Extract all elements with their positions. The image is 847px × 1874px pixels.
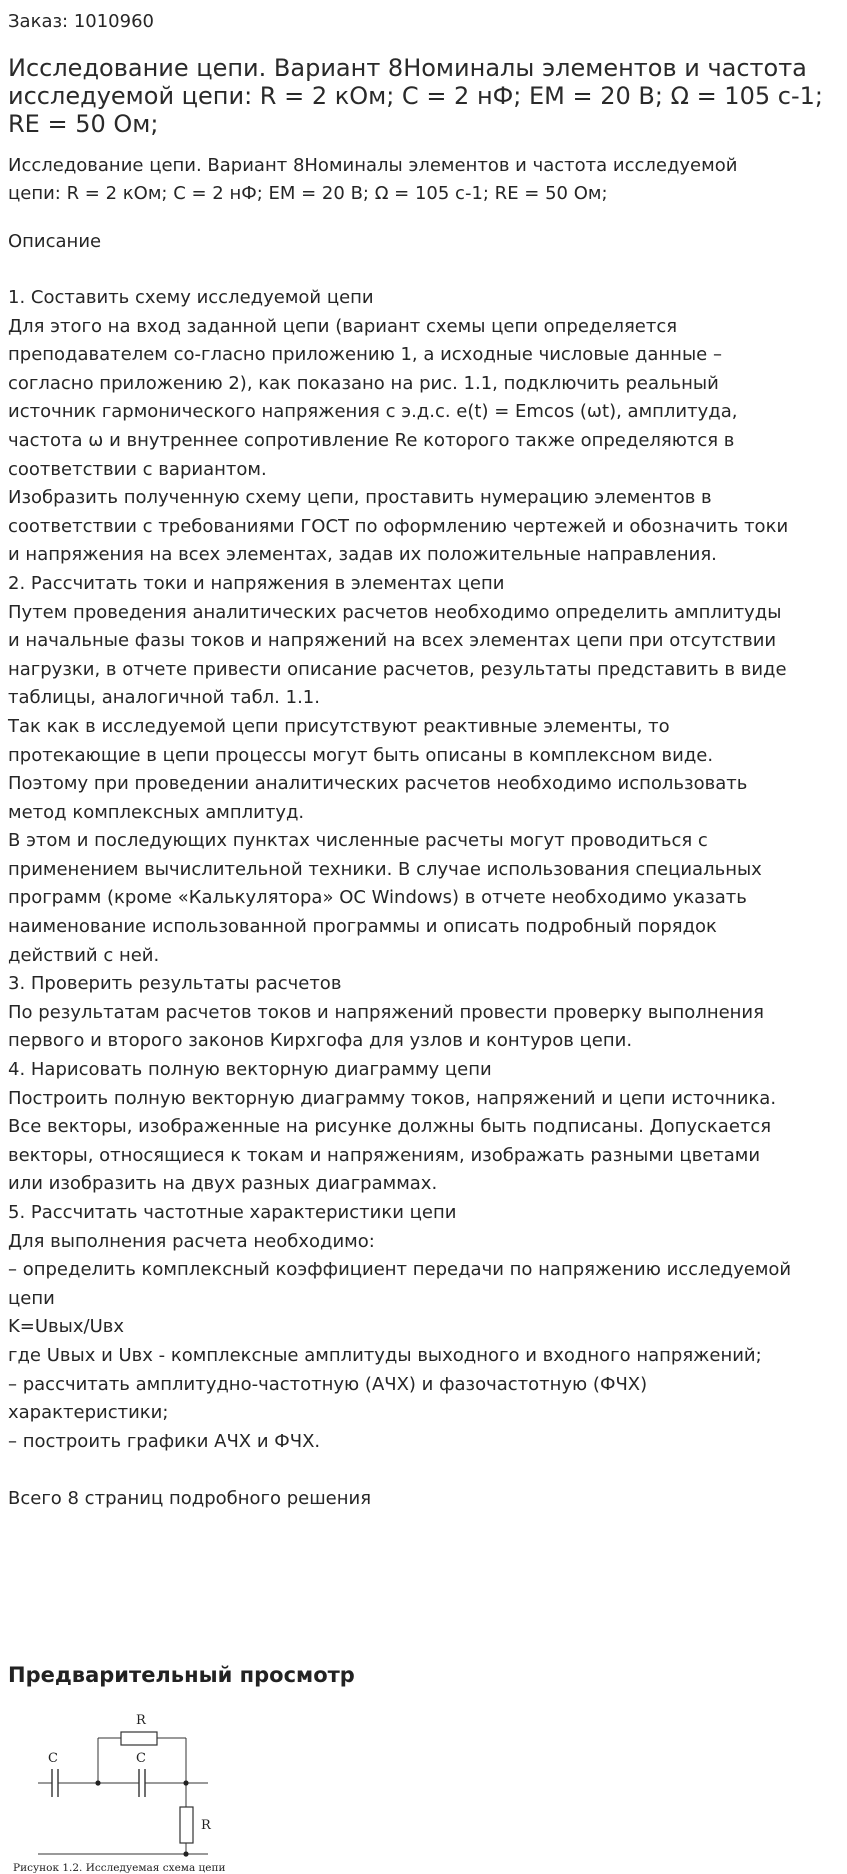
circuit-diagram: [8, 1693, 248, 1873]
body-line: действий с ней.: [8, 944, 160, 966]
body-line: преподавателем со-гласно приложению 1, а исходные числовые данные –: [8, 344, 722, 366]
label-c-left: C: [48, 1750, 58, 1766]
body-line: – определить комплексный коэффициент передачи по напряжению исследуемой: [8, 1259, 792, 1281]
body-line: и начальные фазы токов и напряжений на всех элементах цепи при отсутствии: [8, 630, 777, 652]
body-line: или изобразить на двух разных диаграммах.: [8, 1173, 438, 1195]
preview-figure: [8, 1693, 248, 1873]
body-line: метод комплексных амплитуд.: [8, 801, 305, 823]
label-r-right: R: [201, 1817, 211, 1833]
body-line: первого и второго законов Кирхгофа для узлов и контуров цепи.: [8, 1030, 633, 1052]
body-line: характеристики;: [8, 1402, 169, 1424]
description-heading: Описание: [8, 231, 102, 252]
junction-node: [183, 1780, 188, 1785]
body-line: Поэтому при проведении аналитических расчетов необходимо использовать: [8, 773, 748, 795]
preview-heading: Предварительный просмотр: [8, 1662, 355, 1687]
body-line: где Uвых и Uвх - комплексные амплитуды выходного и входного напряжений;: [8, 1344, 762, 1366]
body-line: протекающие в цепи процессы могут быть описаны в комплексном виде.: [8, 744, 714, 766]
label-r-top: R: [136, 1712, 146, 1728]
body-line: Все векторы, изображенные на рисунке должны быть подписаны. Допускается: [8, 1116, 772, 1138]
body-line: [8, 1456, 839, 1485]
body-line: 5. Рассчитать частотные характеристики цепи: [8, 1202, 457, 1223]
figure-caption: Рисунок 1.2. Исследуемая схема цепи: [13, 1861, 226, 1873]
document-title: [8, 54, 839, 138]
body-line: частота ω и внутреннее сопротивление Re которого также определяются в: [8, 429, 735, 451]
body-line: наименование использованной программы и описать подробный порядок: [8, 916, 717, 938]
body-line: K=Uвых/Uвх: [8, 1316, 125, 1338]
lead-line: цепи: R = 2 кОм; С = 2 нФ; EM = 20 B; Ω = 105 с-1; RE = 50 Ом;: [8, 183, 608, 204]
body-line: таблицы, аналогичной табл. 1.1.: [8, 687, 320, 709]
body-line: и напряжения на всех элементах, задав их положительные направления.: [8, 544, 717, 566]
body-line: соответствии с вариантом.: [8, 458, 267, 480]
label-c-mid: C: [136, 1750, 146, 1766]
body-line: Для этого на вход заданной цепи (вариант схемы цепи определяется: [8, 315, 678, 337]
body-line: векторы, относящиеся к токам и напряжениям, изображать разными цветами: [8, 1144, 761, 1166]
order-number: Заказ: 1010960: [8, 11, 154, 32]
junction-node: [183, 1851, 188, 1856]
body-line: Всего 8 страниц подробного решения: [8, 1487, 372, 1509]
body-line: 1. Составить схему исследуемой цепи: [8, 287, 374, 308]
body-line: программ (кроме «Калькулятора» ОС Windows) в отчете необходимо указать: [8, 887, 747, 909]
title-line: Исследование цепи. Вариант 8Номиналы элементов и частота: [8, 54, 807, 82]
body-line: В этом и последующих пунктах численные расчеты могут проводиться с: [8, 830, 708, 852]
body-line: 3. Проверить результаты расчетов: [8, 973, 342, 995]
body-line: Путем проведения аналитических расчетов необходимо определить амплитуды: [8, 601, 782, 623]
body-line: нагрузки, в отчете привести описание расчетов, результаты представить в виде: [8, 658, 787, 680]
lead-line: Исследование цепи. Вариант 8Номиналы элементов и частота исследуемой: [8, 155, 738, 176]
body-line: – рассчитать амплитудно-частотную (АЧХ) и фазочастотную (ФЧХ): [8, 1373, 648, 1395]
body-line: соответствии с требованиями ГОСТ по оформлению чертежей и обозначить токи: [8, 515, 789, 537]
body-line: 4. Нарисовать полную векторную диаграмму цепи: [8, 1059, 492, 1081]
body-line: Для выполнения расчета необходимо:: [8, 1230, 375, 1252]
body-line: Так как в исследуемой цепи присутствуют реактивные элементы, то: [8, 715, 670, 737]
body-line: По результатам расчетов токов и напряжений провести проверку выполнения: [8, 1001, 764, 1023]
junction-node: [95, 1780, 100, 1785]
body-line: Построить полную векторную диаграмму токов, напряжений и цепи источника.: [8, 1087, 777, 1109]
body-line: применением вычислительной техники. В случае использования специальных: [8, 858, 762, 880]
description-body: [8, 284, 839, 1514]
body-line: цепи: [8, 1287, 55, 1309]
body-line: источник гармонического напряжения с э.д.с. e(t) = Emcos (ωt), амплитуда,: [8, 401, 738, 423]
title-line: исследуемой цепи: R = 2 кОм; С = 2 нФ; EM = 20 B; Ω = 105 с-1;: [8, 82, 823, 110]
body-line: Изобразить полученную схему цепи, проставить нумерацию элементов в: [8, 487, 712, 509]
lead-paragraph: [8, 152, 839, 208]
body-line: согласно приложению 2), как показано на рис. 1.1, подключить реальный: [8, 372, 719, 394]
body-line: 2. Рассчитать токи и напряжения в элементах цепи: [8, 572, 505, 594]
title-line: RE = 50 Ом;: [8, 110, 159, 138]
body-line: – построить графики АЧХ и ФЧХ.: [8, 1430, 321, 1452]
